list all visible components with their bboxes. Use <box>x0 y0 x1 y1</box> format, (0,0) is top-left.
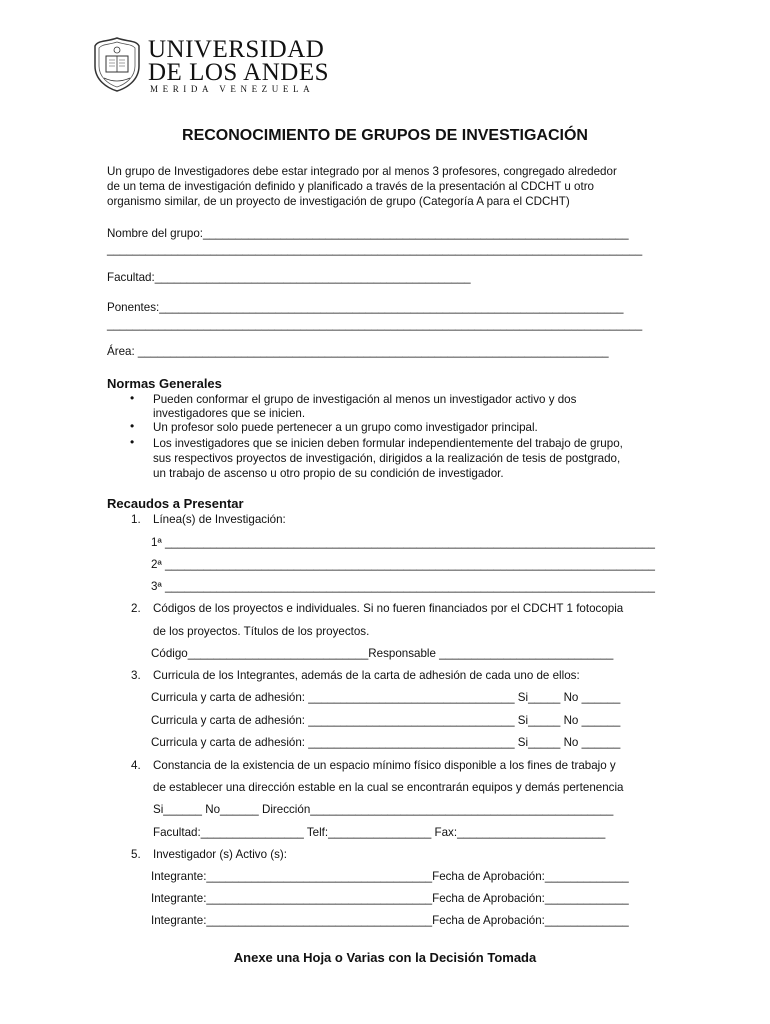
logo-text-line3: MERIDA VENEZUELA <box>150 84 315 94</box>
linea-field[interactable]: 3ª ____________________________________________________________________________ <box>151 580 655 593</box>
logo-text-line2: DE LOS ANDES <box>148 59 330 86</box>
item-number: 4. <box>131 759 141 772</box>
bullet-icon: • <box>130 419 135 433</box>
linea-field[interactable]: 1ª ____________________________________________________________________________ <box>151 536 655 549</box>
item-number: 1. <box>131 513 141 526</box>
codigos-text: de los proyectos. Títulos de los proyectos. <box>153 625 370 638</box>
page-title: RECONOCIMIENTO DE GRUPOS DE INVESTIGACIÓN <box>182 127 588 144</box>
constancia-text: Constancia de la existencia de un espacio mínimo físico disponible a los fines de trabajo y <box>153 759 616 772</box>
logo-text-line1: UNIVERSIDAD <box>148 36 325 63</box>
bullet-icon: • <box>130 435 135 449</box>
university-seal-icon <box>92 36 142 92</box>
intro-line: organismo similar, de un proyecto de investigación de grupo (Categoría A para el CDCHT) <box>107 195 570 208</box>
curricula-field[interactable]: Curricula y carta de adhesión: ________________________________ Si_____ No ______ <box>151 714 621 727</box>
normas-item: Los investigadores que se inicien deben formular independientemente del trabajo de grupo, <box>153 437 623 450</box>
recaudos-heading: Recaudos a Presentar <box>107 496 244 511</box>
normas-heading: Normas Generales <box>107 376 222 391</box>
area-field[interactable]: Área: _________________________________________________________________________ <box>107 345 609 358</box>
nombre-grupo-field[interactable]: Nombre del grupo:__________________________________________________________________ <box>107 227 629 240</box>
investigador-label: Investigador (s) Activo (s): <box>153 848 288 861</box>
intro-line: Un grupo de Investigadores debe estar integrado por al menos 3 profesores, congregado alrededor <box>107 165 617 178</box>
integrante-field[interactable]: Integrante:___________________________________Fecha de Aprobación:_____________ <box>151 892 629 905</box>
normas-item: Pueden conformar el grupo de investigación al menos un investigador activo y dos <box>153 393 577 406</box>
intro-line: de un tema de investigación definido y planificado a través de la presentación al CDCHT u otro <box>107 180 595 193</box>
nombre-grupo-field-cont[interactable]: ___________________________________________________________________________________ <box>107 243 643 256</box>
integrante-field[interactable]: Integrante:___________________________________Fecha de Aprobación:_____________ <box>151 870 629 883</box>
ponentes-field-cont[interactable]: ___________________________________________________________________________________ <box>107 318 643 331</box>
curricula-field[interactable]: Curricula y carta de adhesión: ________________________________ Si_____ No ______ <box>151 736 621 749</box>
item-number: 2. <box>131 602 141 615</box>
direccion-field[interactable]: Si______ No______ Dirección_______________________________________________ <box>153 803 614 816</box>
integrante-field[interactable]: Integrante:___________________________________Fecha de Aprobación:_____________ <box>151 914 629 927</box>
linea-field[interactable]: 2ª ____________________________________________________________________________ <box>151 558 655 571</box>
constancia-text: de establecer una dirección estable en la cual se encontrarán equipos y demás pertenencia <box>153 781 624 794</box>
normas-item: un trabajo de ascenso u otro propio de su condición de investigador. <box>153 467 504 480</box>
item-number: 3. <box>131 669 141 682</box>
codigos-text: Códigos de los proyectos e individuales. Si no fueren financiados por el CDCHT 1 fotocopia <box>153 602 624 615</box>
contacto-field[interactable]: Facultad:________________ Telf:________________ Fax:_______________________ <box>153 826 606 839</box>
normas-item: investigadores que se inicien. <box>153 407 306 420</box>
normas-item: sus respectivos proyectos de investigación, dirigidos a la realización de tesis de postgrado, <box>153 452 621 465</box>
bullet-icon: • <box>130 391 135 405</box>
facultad-field[interactable]: Facultad:_________________________________________________ <box>107 271 471 284</box>
normas-item: Un profesor solo puede pertenecer a un grupo como investigador principal. <box>153 421 538 434</box>
lineas-label: Línea(s) de Investigación: <box>153 513 286 526</box>
codigo-responsable-field[interactable]: Código____________________________Responsable ___________________________ <box>151 647 614 660</box>
ponentes-field[interactable]: Ponentes:________________________________________________________________________ <box>107 301 624 314</box>
curricula-label: Curricula de los Integrantes, además de la carta de adhesión de cada uno de ellos: <box>153 669 580 682</box>
footer-note: Anexe una Hoja o Varias con la Decisión Tomada <box>233 950 537 965</box>
item-number: 5. <box>131 848 141 861</box>
curricula-field[interactable]: Curricula y carta de adhesión: ________________________________ Si_____ No ______ <box>151 691 621 704</box>
